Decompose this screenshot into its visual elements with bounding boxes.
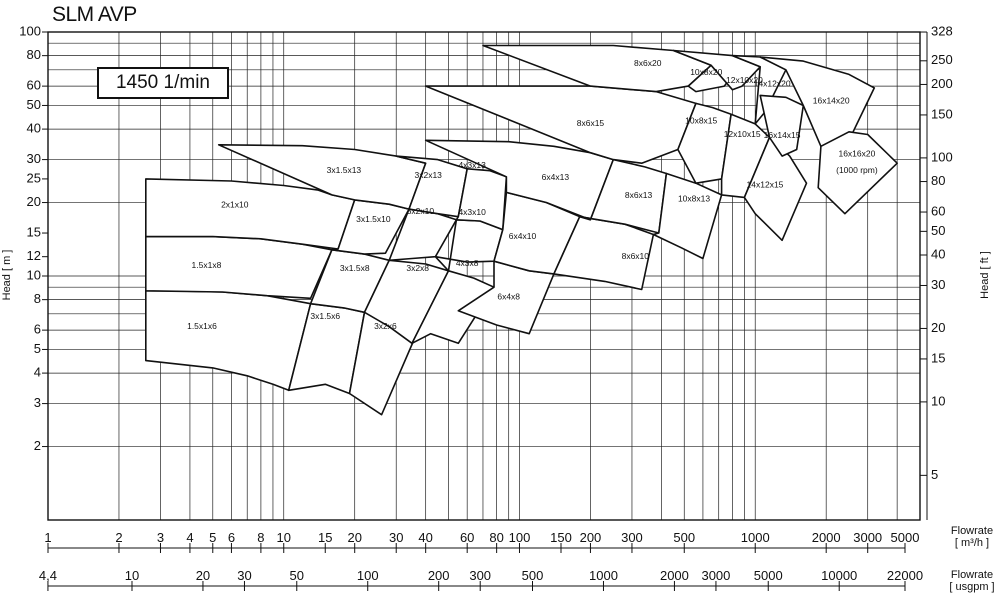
- y-tick-label-right: 200: [931, 75, 953, 91]
- pump-region-label: 8x6x15: [576, 118, 605, 129]
- y-tick-label-left: 80: [26, 47, 41, 63]
- pump-region-label: 14x12x20: [753, 78, 791, 89]
- x-tick-label-m3h: 40: [418, 530, 433, 545]
- x-axis-title-usgpm-line: [ usgpm ]: [949, 581, 995, 593]
- x-tick-label-usgpm: 20: [195, 568, 211, 583]
- pump-region: [146, 291, 311, 391]
- x-tick-label-m3h: 2000: [811, 530, 841, 545]
- pump-region-label: 12x10x15: [723, 128, 761, 139]
- x-tick-label-m3h: 6: [227, 530, 236, 545]
- pump-region-label: 3x1.5x10: [356, 214, 391, 225]
- x-tick-label-m3h: 30: [388, 530, 404, 545]
- pump-region-label: 16x14x20: [812, 95, 850, 106]
- x-tick-label-m3h: 500: [673, 530, 696, 545]
- y-tick-label-right: 5: [931, 466, 939, 482]
- x-tick-label-m3h: 80: [489, 530, 504, 545]
- pump-region-label: 3x1.5x8: [339, 263, 370, 274]
- x-tick-label-m3h: 3: [156, 530, 165, 545]
- x-tick-label-m3h: 8: [257, 530, 265, 545]
- pump-region-label: 6x4x10: [508, 230, 537, 241]
- x-tick-label-usgpm: 50: [289, 568, 304, 583]
- pump-region-label: 2x1x10: [221, 199, 249, 210]
- y-tick-label-left: 60: [26, 77, 41, 93]
- x-tick-label-usgpm: 1000: [589, 568, 618, 583]
- x-tick-label-m3h: 2: [115, 530, 123, 545]
- x-axis-title-usgpm-line: Flowrate: [950, 569, 994, 581]
- y-tick-label-right: 15: [931, 350, 946, 366]
- x-tick-label-usgpm: 30: [237, 568, 252, 583]
- x-tick-label-m3h: 5000: [890, 530, 920, 545]
- x-tick-label-m3h: 300: [621, 530, 643, 545]
- x-tick-label-usgpm: 4,4: [38, 568, 57, 583]
- x-axis-title-m3h: [951, 525, 993, 549]
- pump-region-label: 6x4x8: [497, 291, 521, 302]
- x-tick-label-m3h: 3000: [853, 530, 883, 545]
- y-tick-label-right: 50: [931, 222, 946, 238]
- x-tick-label-usgpm: 10000: [821, 568, 858, 583]
- y-tick-label-right: 40: [931, 246, 946, 262]
- x-tick-label-usgpm: 300: [469, 568, 492, 583]
- y-axis-title-right: Head [ ft ]: [979, 251, 991, 299]
- y-tick-label-left: 10: [26, 267, 41, 283]
- pump-region-label: 8x6x10: [621, 250, 650, 261]
- y-tick-label-left: 50: [26, 96, 41, 112]
- chart-title: SLM AVP: [52, 3, 137, 26]
- x-tick-label-m3h: 20: [347, 530, 362, 545]
- x-tick-label-m3h: 15: [318, 530, 333, 545]
- pump-region-label: 10x8x20: [690, 67, 723, 78]
- x-axis-title-usgpm: [949, 569, 994, 593]
- x-tick-label-m3h: 100: [508, 530, 531, 545]
- y-tick-label-left: 2: [33, 437, 41, 453]
- pump-region-label: 3x1.5x13: [326, 164, 362, 175]
- pump-region-label: 4x3x8: [455, 258, 479, 269]
- pump-region-label: 6x4x13: [541, 171, 570, 182]
- x-axis-title-m3h-line: [ m³/h ]: [954, 537, 990, 549]
- pump-region-label: 8x6x20: [634, 58, 662, 69]
- y-tick-label-right: 30: [931, 276, 946, 292]
- x-tick-label-usgpm: 22000: [886, 568, 924, 583]
- pump-region-label: 3x1.5x6: [310, 311, 341, 322]
- x-tick-label-usgpm: 10: [124, 568, 140, 583]
- x-axis-title-m3h-line: Flowrate: [950, 525, 994, 537]
- pump-region-label: 3x2x13: [414, 169, 442, 180]
- pump-region: [146, 237, 332, 299]
- pump-region-label: 10x8x15: [685, 115, 718, 126]
- pump-region-label: 16x16x20: [838, 148, 876, 159]
- x-tick-label-m3h: 1: [44, 530, 52, 545]
- x-tick-label-m3h: 4: [186, 530, 194, 545]
- pump-region-label: 8x6x13: [624, 190, 653, 201]
- y-tick-label-right: 250: [931, 52, 953, 68]
- x-tick-label-m3h: 150: [550, 530, 572, 545]
- y-tick-label-left: 20: [26, 193, 41, 209]
- x-tick-label-usgpm: 500: [521, 568, 544, 583]
- x-tick-label-m3h: 10: [276, 530, 291, 545]
- y-tick-label-right: 20: [931, 319, 946, 335]
- pump-region-label: 3x2x6: [374, 320, 397, 331]
- x-tick-label-m3h: 60: [459, 530, 475, 545]
- y-tick-label-left: 30: [26, 151, 41, 167]
- x-tick-label-m3h: 1000: [740, 530, 770, 545]
- pump-region-label: 1.5x1x6: [187, 320, 217, 331]
- y-tick-label-left: 3: [33, 395, 41, 411]
- y-tick-label-left: 5: [33, 340, 41, 356]
- pump-region-label: (1000 rpm): [836, 164, 878, 175]
- y-tick-label-left: 25: [26, 170, 41, 186]
- y-tick-label-left: 40: [26, 120, 41, 136]
- pump-region-label: 1.5x1x8: [191, 260, 222, 271]
- y-tick-label-right: 10: [931, 393, 946, 409]
- y-axis-title-left: Head [ m ]: [1, 249, 13, 301]
- x-tick-label-usgpm: 2000: [659, 568, 689, 583]
- pump-region-label: 4x3x13: [458, 160, 486, 171]
- y-tick-label-left: 6: [33, 321, 41, 337]
- y-tick-label-right: 100: [931, 149, 953, 165]
- x-tick-label-usgpm: 100: [356, 568, 379, 583]
- y-tick-label-left: 8: [33, 291, 41, 307]
- y-tick-label-left: 100: [19, 23, 41, 39]
- y-tick-label-right: 150: [931, 106, 953, 122]
- pump-region-label: 16x14x15: [763, 130, 801, 141]
- pump-region-label: 10x8x13: [677, 193, 711, 204]
- pump-region-label: 3x2x8: [406, 263, 430, 274]
- speed-label: 1450 1/min: [97, 67, 229, 99]
- pump-region-label: 4x3x10: [458, 206, 486, 217]
- y-tick-label-left: 12: [26, 248, 41, 264]
- pump-region-label: 3x2x10: [406, 206, 435, 217]
- y-tick-label-right: 60: [931, 203, 946, 219]
- y-tick-label-left: 15: [26, 224, 41, 240]
- pump-region-label: 14x12x15: [746, 179, 784, 190]
- x-tick-label-m3h: 200: [579, 530, 602, 545]
- x-tick-label-m3h: 5: [209, 530, 217, 545]
- y-tick-label-right: 328: [931, 23, 953, 39]
- x-tick-label-usgpm: 200: [427, 568, 450, 583]
- x-tick-label-usgpm: 3000: [701, 568, 731, 583]
- pump-region-label: 12x10x20: [725, 75, 763, 86]
- x-tick-label-usgpm: 5000: [753, 568, 783, 583]
- y-tick-label-right: 80: [931, 172, 946, 188]
- y-tick-label-left: 4: [33, 364, 41, 380]
